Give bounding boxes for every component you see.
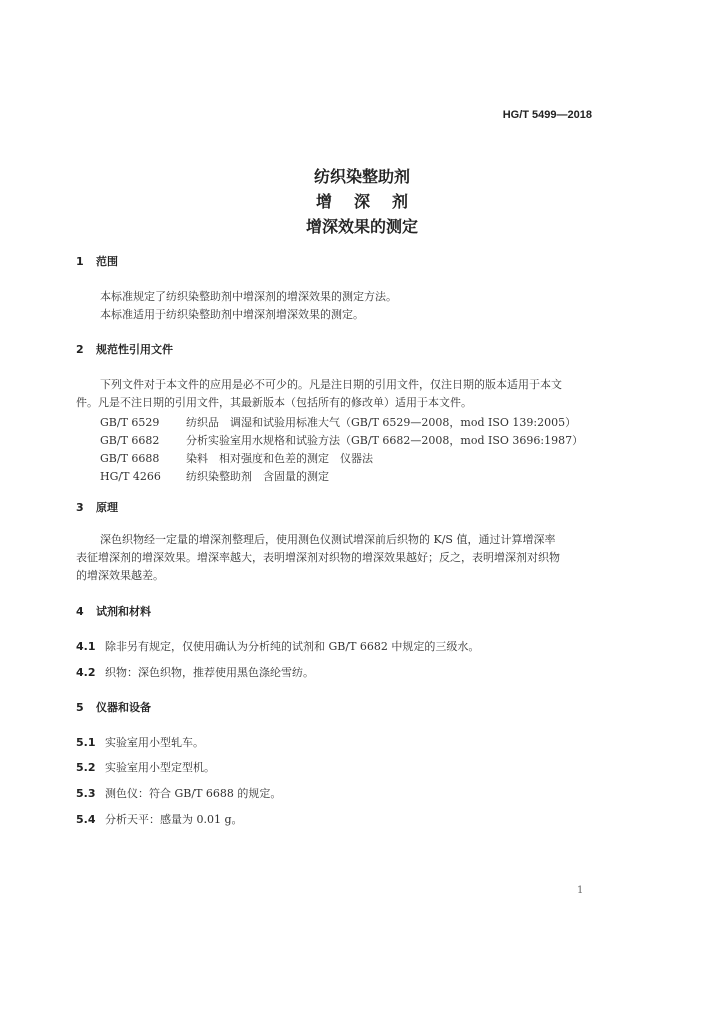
- title-line-1: 纺织染整助剂: [313, 167, 410, 186]
- section-3-heading: [76, 499, 118, 515]
- reference-title: 染料 相对强度和色差的测定 仪器法: [186, 452, 373, 465]
- references-intro-line-2: 件。凡是不注日期的引用文件，其最新版本（包括所有的修改单）适用于本文件。: [76, 396, 472, 409]
- section-title: 仪器和设备: [96, 701, 151, 714]
- clause-number: 4.2: [76, 666, 96, 679]
- reference-title: 分析实验室用水规格和试验方法（GB/T 6682—2008，mod ISO 3696:1987）: [186, 434, 584, 447]
- page-number: 1: [577, 885, 584, 896]
- section-number: 4: [76, 605, 84, 618]
- clause-number: 4.1: [76, 640, 96, 653]
- reference-item: [100, 450, 373, 466]
- reference-item: [100, 414, 576, 430]
- principle-line-2: 表征增深剂的增深效果。增深率越大，表明增深剂对织物的增深效果越好；反之，表明增深剂对织物: [76, 551, 560, 564]
- reference-title: 纺织染整助剂 含固量的测定: [186, 470, 329, 483]
- clause-number: 5.2: [76, 761, 96, 774]
- clause-text: 实验室用小型定型机。: [105, 761, 215, 774]
- scope-paragraph-1: 本标准规定了纺织染整助剂中增深剂的增深效果的测定方法。: [100, 290, 397, 303]
- reference-code: HG/T 4266: [100, 470, 161, 483]
- title-line-2: 增深剂: [315, 192, 430, 211]
- reference-code: GB/T 6682: [100, 434, 160, 447]
- clause-item: [76, 734, 204, 750]
- clause-number: 5.1: [76, 736, 96, 749]
- principle-line-1: 深色织物经一定量的增深剂整理后，使用测色仪测试增深前后织物的 K/S 值，通过计算增深率: [100, 533, 556, 546]
- scope-paragraph-2: 本标准适用于纺织染整助剂中增深剂增深效果的测定。: [100, 308, 364, 321]
- principle-line-3: 的增深效果越差。: [76, 569, 164, 582]
- reference-code: GB/T 6529: [100, 416, 160, 429]
- clause-number: 5.4: [76, 813, 96, 826]
- reference-item: [100, 432, 583, 448]
- section-title: 原理: [96, 501, 118, 514]
- reference-title: 纺织品 调湿和试验用标准大气（GB/T 6529—2008，mod ISO 139:2005）: [186, 416, 577, 429]
- section-number: 1: [76, 255, 84, 268]
- section-2-heading: [76, 341, 173, 357]
- clause-text: 实验室用小型轧车。: [105, 736, 204, 749]
- clause-number: 5.3: [76, 787, 96, 800]
- clause-item: [76, 638, 479, 654]
- references-intro-line-1: 下列文件对于本文件的应用是必不可少的。凡是注日期的引用文件，仅注日期的版本适用于本文: [100, 378, 562, 391]
- reference-item: [100, 468, 329, 484]
- section-number: 2: [76, 343, 84, 356]
- clause-text: 测色仪：符合 GB/T 6688 的规定。: [105, 787, 282, 800]
- section-title: 规范性引用文件: [96, 343, 173, 356]
- standard-code: HG/T 5499—2018: [502, 109, 592, 121]
- clause-text: 除非另有规定，仅使用确认为分析纯的试剂和 GB/T 6682 中规定的三级水。: [105, 640, 480, 653]
- section-title: 试剂和材料: [96, 605, 151, 618]
- clause-item: [76, 759, 215, 775]
- section-title: 范围: [96, 255, 118, 268]
- section-4-heading: [76, 603, 151, 619]
- clause-item: [76, 785, 281, 801]
- section-5-heading: [76, 699, 151, 715]
- clause-text: 织物：深色织物，推荐使用黑色涤纶雪纺。: [105, 666, 314, 679]
- clause-item: [76, 664, 314, 680]
- section-number: 5: [76, 701, 84, 714]
- title-line-3: 增深效果的测定: [305, 217, 418, 236]
- reference-code: GB/T 6688: [100, 452, 160, 465]
- clause-text: 分析天平：感量为 0.01 g。: [105, 813, 243, 826]
- section-1-heading: [76, 253, 118, 269]
- section-number: 3: [76, 501, 84, 514]
- clause-item: [76, 811, 243, 827]
